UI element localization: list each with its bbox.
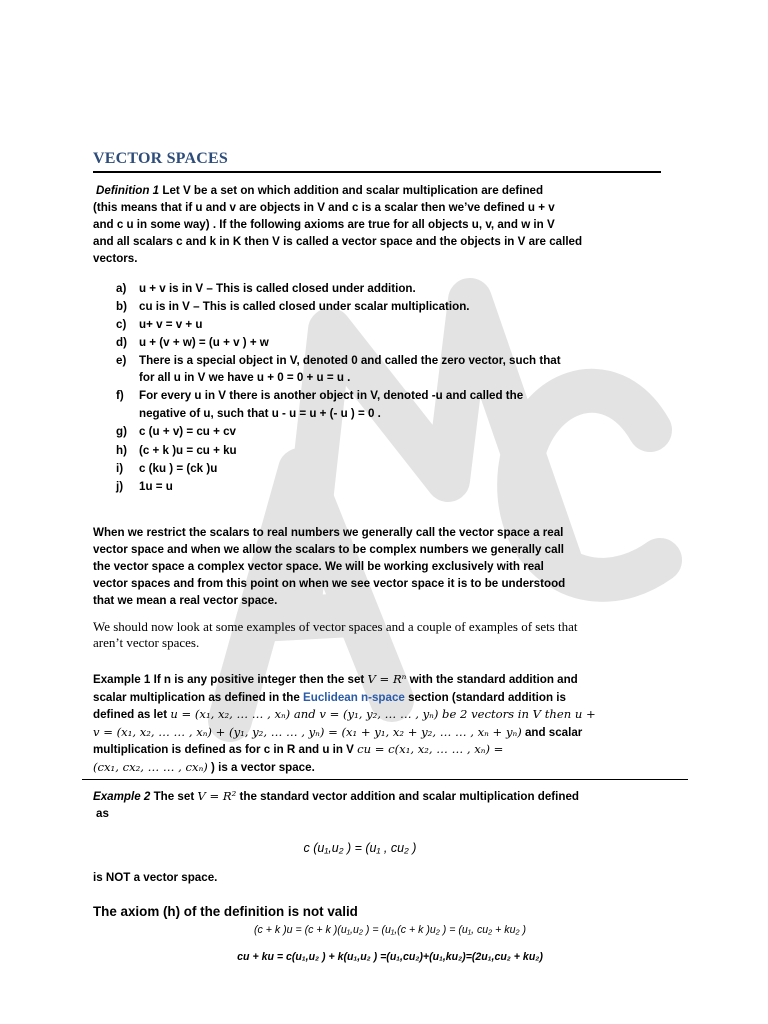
paragraph-line: vector space and when we allow the scalars to be complex numbers we generally call xyxy=(93,543,565,556)
definition-line: and c u in some way) . If the following axioms are true for all objects u, v, and w in V xyxy=(93,218,555,231)
axiom-item xyxy=(116,334,596,351)
axiom-item xyxy=(116,478,596,495)
definition-line: Let V be a set on which addition and scalar multiplication are defined xyxy=(162,184,544,197)
definition-line: and all scalars c and k in K then V is called a vector space and the objects in V are called xyxy=(93,235,583,248)
axiom-key: a) xyxy=(116,282,127,295)
axiom-text: for all u in V we have u + 0 = 0 + u = u . xyxy=(139,371,351,385)
example-text: ) is a vector space. xyxy=(211,760,315,774)
definition-line: (this means that if u and v are objects in V and c is a scalar then we’ve defined u + v xyxy=(93,201,555,214)
axiom-list xyxy=(116,280,596,496)
axiom-text: c (u + v) = cu + cv xyxy=(139,424,236,438)
definition-label: Definition 1 xyxy=(96,184,160,197)
axiom-text: There is a special object in V, denoted 0 and called the zero vector, such that xyxy=(139,354,561,367)
axiom-text: u + (v + w) = (u + v ) + w xyxy=(139,336,269,349)
axiom-key: d) xyxy=(116,336,127,349)
axiom-item xyxy=(116,460,596,477)
axiom-key: b) xyxy=(116,300,127,313)
axiom-text: u+ v = v + u xyxy=(139,318,203,331)
page-title: VECTOR SPACES xyxy=(93,150,228,167)
math-expression: v = (x₁, x₂, … … , xₙ) + (y₁, y₂, … … , yₙ) = (x₁ + y₁, x₂ + y₂, … … , xₙ + yₙ) xyxy=(93,724,522,739)
math-expression: (cx₁, cx₂, … … , cxₙ) xyxy=(93,759,208,774)
title-rule xyxy=(93,171,661,173)
axiom-item xyxy=(116,423,596,440)
example-2-conclusion: is NOT a vector space. xyxy=(93,871,218,884)
definition-line: vectors. xyxy=(93,252,138,265)
section-divider xyxy=(82,779,688,780)
axiom-text: (c + k )u = cu + ku xyxy=(139,444,237,458)
math-expression: V = Rⁿ xyxy=(367,672,407,686)
axiom-h-line-1: (c + k )u = (c + k )(u₁,u₂ ) = (u₁,(c + k )u₂ ) = (u₁, cu₂ + ku₂ ) xyxy=(254,924,526,936)
example-1-block xyxy=(93,671,653,777)
axiom-key: g) xyxy=(116,424,127,438)
axiom-key: h) xyxy=(116,444,127,458)
axiom-h-line-2: cu + ku = c(u₁,u₂ ) + k(u₁,u₂ ) =(u₁,cu₂)+(u₁,ku₂)=(2u₁,cu₂ + ku₂) xyxy=(237,951,543,963)
example-text: and scalar xyxy=(524,725,583,739)
example-text: the standard vector addition and scalar multiplication defined xyxy=(239,790,579,803)
axiom-key: i) xyxy=(116,462,124,476)
example-text: multiplication is defined as for c in R and u in V xyxy=(93,743,354,757)
paragraph-line: the vector space a complex vector space. We will be working exclusively with real xyxy=(93,560,544,573)
paragraph-line: vector spaces and from this point on when we see vector space it is to be understood xyxy=(93,577,566,590)
example-text: If n is any positive integer then the set xyxy=(153,673,365,686)
example-text: The set xyxy=(153,790,195,803)
example-text: section (standard addition is xyxy=(408,690,566,704)
euclidean-n-space-link[interactable]: Euclidean n-space xyxy=(303,690,405,704)
math-expression: cu = c(x₁, x₂, … … , xₙ) = xyxy=(357,742,504,757)
axiom-item xyxy=(116,352,596,387)
math-expression: V = R² xyxy=(197,789,237,803)
axiom-key: j) xyxy=(116,480,124,494)
examples-intro xyxy=(93,619,653,651)
example-2-formula: c (u₁,u₂ ) = (u₁ , cu₂ ) xyxy=(303,841,417,855)
axiom-item xyxy=(116,316,596,333)
example-1-label: Example 1 xyxy=(93,673,151,686)
example-2-block xyxy=(93,788,653,822)
axiom-text: 1u = u xyxy=(139,480,173,494)
axiom-item xyxy=(116,387,596,422)
example-2-label: Example 2 xyxy=(93,790,151,803)
paragraph-line: that we mean a real vector space. xyxy=(93,594,278,607)
example-text: scalar multiplication as defined in the xyxy=(93,690,300,704)
axiom-item xyxy=(116,280,596,297)
example-text: defined as let xyxy=(93,708,168,722)
axiom-key: c) xyxy=(116,318,127,331)
intro-line: aren’t vector spaces. xyxy=(93,635,200,650)
real-vector-space-paragraph xyxy=(93,524,633,609)
example-text: as xyxy=(96,807,109,820)
paragraph-line: When we restrict the scalars to real numbers we generally call the vector space a real xyxy=(93,526,564,539)
axiom-text: For every u in V there is another object in V, denoted -u and called the xyxy=(139,389,524,403)
axiom-item xyxy=(116,298,596,315)
axiom-key: e) xyxy=(116,354,127,367)
intro-line: We should now look at some examples of vector spaces and a couple of examples of sets that xyxy=(93,619,578,634)
axiom-h-heading: The axiom (h) of the definition is not valid xyxy=(93,904,358,919)
axiom-text: c (ku ) = (ck )u xyxy=(139,462,218,476)
axiom-text: cu is in V – This is called closed under scalar multiplication. xyxy=(139,300,470,313)
definition-block xyxy=(93,182,633,267)
math-expression: u = (x₁, x₂, … … , xₙ) and v = (y₁, y₂, … … , yₙ) be 2 vectors in V then u + xyxy=(170,707,596,722)
axiom-text: negative of u, such that u - u = u + (- u ) = 0 . xyxy=(139,406,381,420)
axiom-item xyxy=(116,442,596,459)
axiom-key: f) xyxy=(116,389,124,403)
example-text: with the standard addition and xyxy=(409,673,578,686)
axiom-text: u + v is in V – This is called closed under addition. xyxy=(139,282,416,295)
